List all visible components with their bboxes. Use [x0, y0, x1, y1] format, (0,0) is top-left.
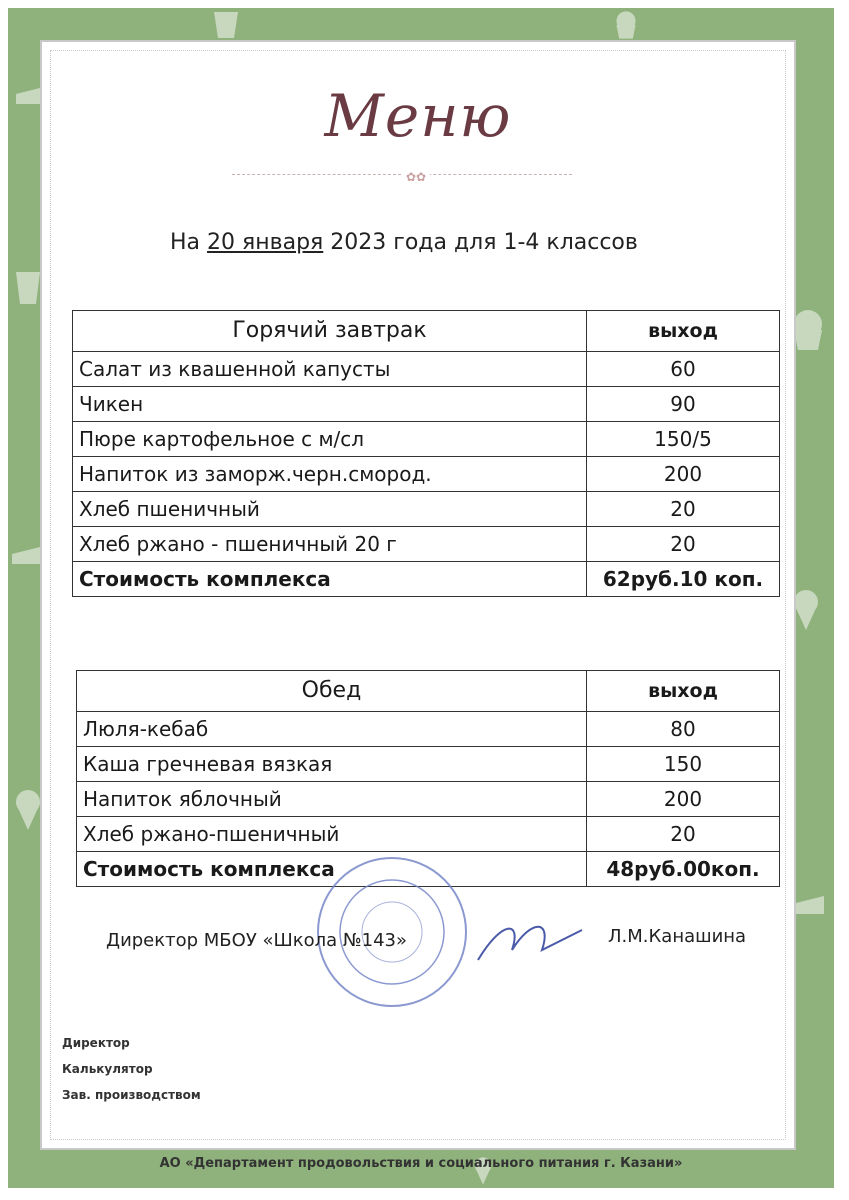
item-qty: 90: [587, 387, 780, 422]
item-qty: 20: [587, 527, 780, 562]
item-name: Салат из квашенной капусты: [73, 352, 587, 387]
item-name: Хлеб ржано - пшеничный 20 г: [73, 527, 587, 562]
signature-line: Директор: [62, 1036, 130, 1050]
breakfast-header: Горячий завтрак: [73, 311, 587, 352]
signature-line: Зав. производством: [62, 1088, 201, 1102]
item-name: Каша гречневая вязкая: [77, 747, 587, 782]
item-name: Люля-кебаб: [77, 712, 587, 747]
cake-icon: [788, 878, 828, 918]
item-qty: 80: [587, 712, 780, 747]
item-qty: 150: [587, 747, 780, 782]
item-name: Чикен: [73, 387, 587, 422]
item-name: Хлеб пшеничный: [73, 492, 587, 527]
menu-sheet: [8, 8, 834, 1188]
cup-icon: [208, 10, 244, 40]
item-qty: 20: [587, 492, 780, 527]
menu-card: [42, 42, 794, 1148]
director-name: Л.М.Канашина: [608, 926, 747, 947]
cupcake-icon: [608, 10, 644, 40]
table-row: [77, 817, 780, 852]
flourish-icon: ✿✿: [402, 170, 430, 184]
table-row: [77, 712, 780, 747]
table-header-row: [77, 671, 780, 712]
item-qty: 20: [587, 817, 780, 852]
table-row: [77, 782, 780, 817]
table-row: [73, 387, 780, 422]
table-row: [73, 527, 780, 562]
signature-line: Калькулятор: [62, 1062, 153, 1076]
table-row: [73, 492, 780, 527]
lunch-header: Обед: [77, 671, 587, 712]
total-value: 62руб.10 коп.: [587, 562, 780, 597]
item-qty: 150/5: [587, 422, 780, 457]
breakfast-table: [72, 310, 780, 597]
director-signature: [472, 910, 592, 970]
table-row: [73, 352, 780, 387]
total-label: Стоимость комплекса: [77, 852, 587, 887]
signatures-block: [62, 1030, 201, 1108]
qty-header: выход: [587, 671, 780, 712]
subtitle-date: 20 января: [207, 230, 324, 255]
item-name: Напиток из заморж.черн.смород.: [73, 457, 587, 492]
item-qty: 60: [587, 352, 780, 387]
item-qty: 200: [587, 457, 780, 492]
table-row: [73, 422, 780, 457]
item-name: Хлеб ржано-пшеничный: [77, 817, 587, 852]
total-label: Стоимость комплекса: [73, 562, 587, 597]
qty-header: выход: [587, 311, 780, 352]
item-qty: 200: [587, 782, 780, 817]
item-name: Напиток яблочный: [77, 782, 587, 817]
cup-icon: [10, 268, 46, 308]
table-row: [73, 457, 780, 492]
table-row: [77, 747, 780, 782]
director-label: Директор МБОУ «Школа №143»: [106, 930, 408, 951]
ice-cream-icon: [10, 788, 46, 832]
total-value: 48руб.00коп.: [587, 852, 780, 887]
table-header-row: [73, 311, 780, 352]
item-name: Пюре картофельное с м/сл: [73, 422, 587, 457]
subtitle-prefix: На: [170, 230, 208, 255]
subtitle-suffix: 2023 года для 1-4 классов: [323, 230, 638, 255]
footer-organization: АО «Департамент продовольствия и социального питания г. Казани»: [159, 1156, 683, 1171]
page-title: Меню: [324, 82, 512, 150]
total-row: [73, 562, 780, 597]
menu-date-line: [170, 230, 638, 255]
